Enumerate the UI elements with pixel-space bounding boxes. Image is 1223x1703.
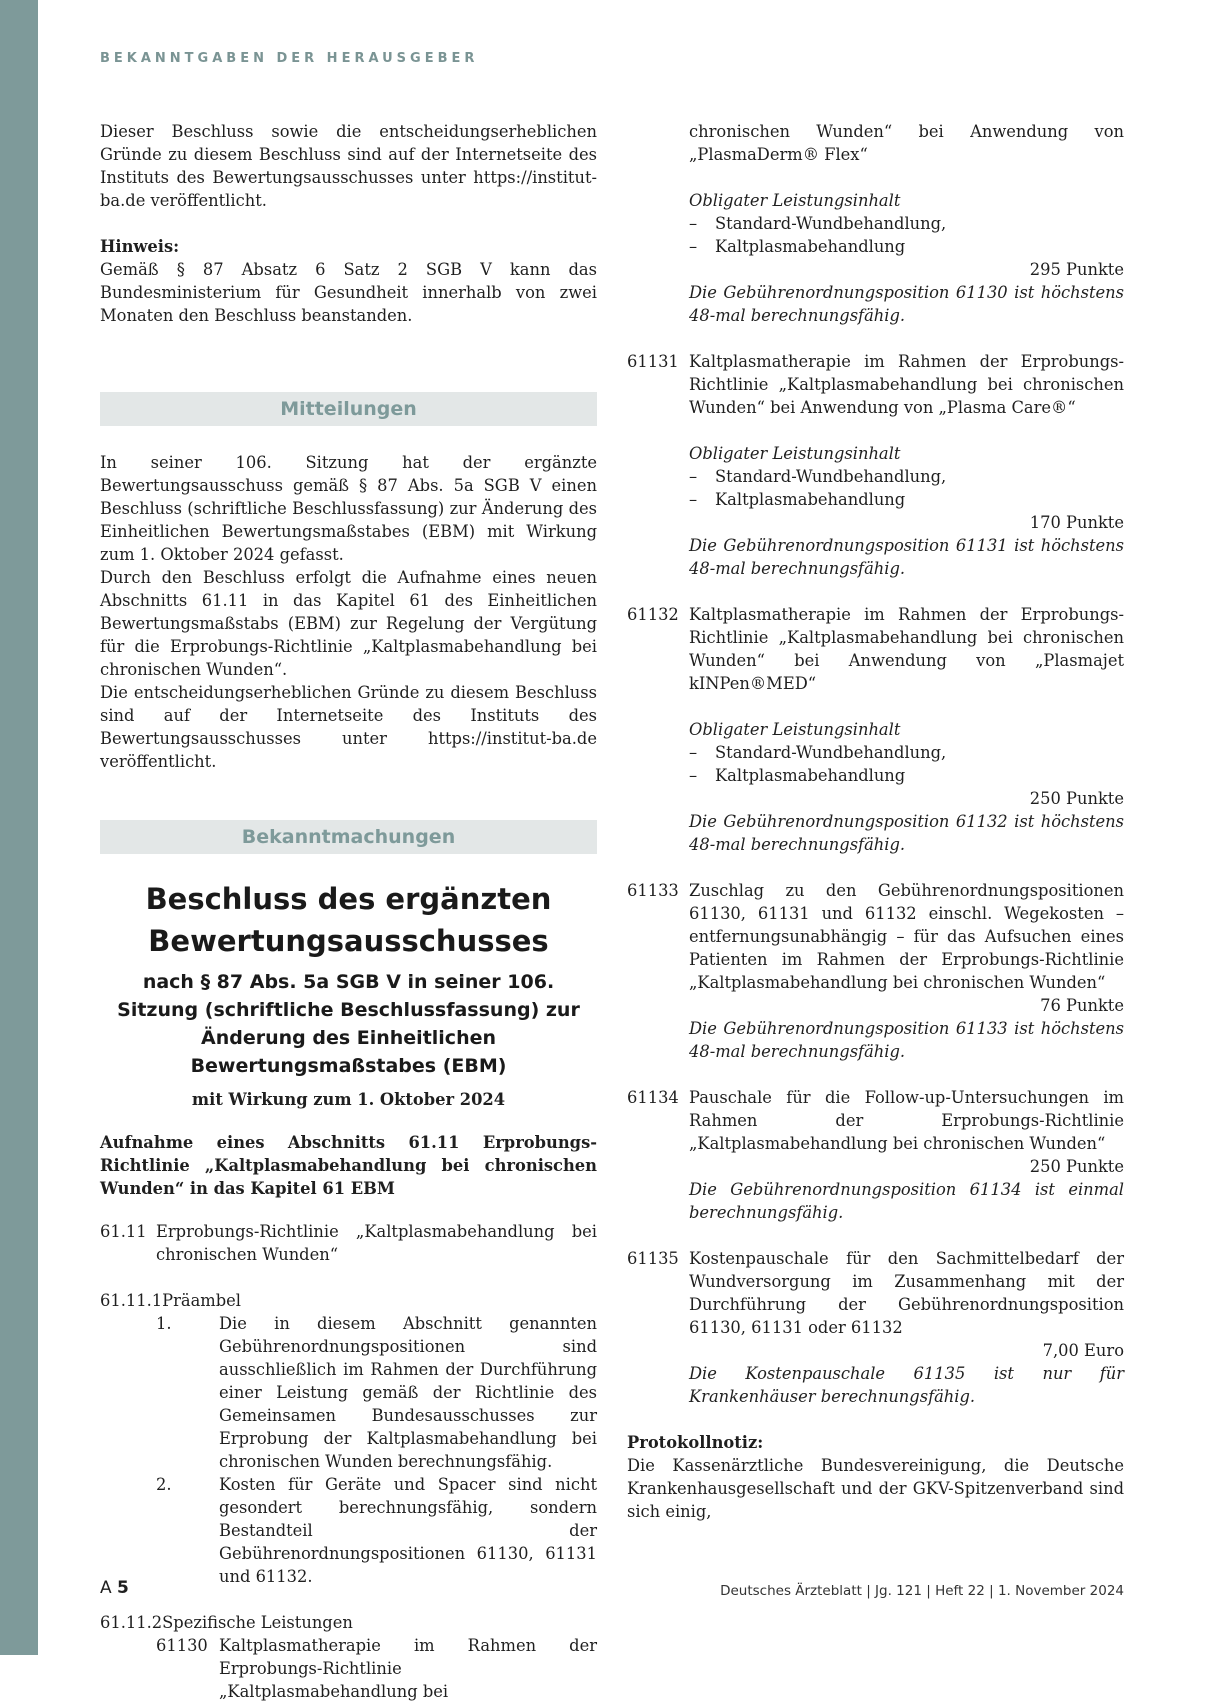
gop-points: 295 Punkte <box>1029 260 1124 279</box>
gop-text: Kaltplasmatherapie im Rahmen der Erprobungs-Richtlinie „Kaltplasmabehandlung bei chronischen Wunden“ bei Anwendung von „Plasma Care®“ <box>689 352 1124 417</box>
gop-code: 61134 <box>627 1088 679 1107</box>
section-header: BEKANNTGABEN DER HERAUSGEBER <box>100 51 479 66</box>
gop-text: Kaltplasmatherapie im Rahmen der Erprobungs-Richtlinie „Kaltplasmabehandlung bei <box>219 1636 597 1701</box>
dash: – <box>689 766 698 785</box>
gop-note: Die Gebührenordnungsposition 61131 ist höchstens 48-mal berechnungsfähig. <box>689 536 1124 578</box>
gop-text: Pauschale für die Follow-up-Untersuchungen im Rahmen der Erprobungs-Richtlinie „Kaltplasmabehandlung bei chronischen Wunden“ <box>689 1088 1124 1153</box>
aufnahme-heading: Aufnahme eines Abschnitts 61.11 Erprobungs-Richtlinie „Kaltplasmabehandlung bei chronischen Wunden“ in das Kapitel 61 EBM <box>100 1133 597 1198</box>
section-number: 61.11.1 <box>100 1291 163 1310</box>
mitteilungen-p3: Die entscheidungserheblichen Gründe zu diesem Beschluss sind auf der Internetseite des Instituts des Bewertungsausschusses unter https://institut-ba.de veröffentlicht. <box>100 683 597 771</box>
item-text: Kosten für Geräte und Spacer sind nicht gesondert berechnungsfähig, sondern Bestandteil der Gebührenordnungspositionen 61130, 61131 und 61132. <box>219 1475 597 1586</box>
mitteilungen-heading: Mitteilungen <box>100 392 597 426</box>
hinweis-text: Gemäß § 87 Absatz 6 Satz 2 SGB V kann das Bundesministerium für Gesundheit innerhalb von zwei Monaten den Beschluss beanstanden. <box>100 260 597 325</box>
gop-61130-continued <box>627 120 1124 327</box>
mitteilungen-p2: Durch den Beschluss erfolgt die Aufnahme eines neuen Abschnitts 61.11 in das Kapitel 61 des Einheitlichen Bewertungsmaßstabs (EBM) zur Regelung der Vergütung für die Erprobungs-Richtlinie „Kaltplasmabehandlung bei chronischen Wunden“. <box>100 568 597 679</box>
section-title: Spezifische Leistungen <box>162 1613 353 1632</box>
gop-note: Die Gebührenordnungsposition 61132 ist höchstens 48-mal berechnungsfähig. <box>689 812 1124 854</box>
gop-code: 61132 <box>627 605 679 624</box>
gop-61134 <box>627 1086 1124 1224</box>
section-title: Erprobungs-Richtlinie „Kaltplasmabehandlung bei chronischen Wunden“ <box>156 1222 597 1264</box>
obligat-item: Kaltplasmabehandlung <box>715 766 906 785</box>
page-prefix: A <box>100 1578 112 1598</box>
gop-note: Die Gebührenordnungsposition 61133 ist höchstens 48-mal berechnungsfähig. <box>689 1019 1124 1061</box>
bekanntmachungen-heading: Bekanntmachungen <box>100 820 597 854</box>
obligat-item: Standard-Wundbehandlung, <box>715 743 947 762</box>
main-title: Beschluss des ergänzten Bewertungsausschusses <box>145 882 552 958</box>
gop-points: 250 Punkte <box>1029 1157 1124 1176</box>
gop-61133 <box>627 879 1124 1063</box>
gop-points: 76 Punkte <box>1040 996 1124 1015</box>
dash: – <box>689 743 698 762</box>
sidebar-stripe <box>0 0 38 1655</box>
dash: – <box>689 237 698 256</box>
gop-points: 250 Punkte <box>1029 789 1124 808</box>
section-61-11-2 <box>100 1611 597 1634</box>
dash: – <box>689 467 698 486</box>
intro-paragraph: Dieser Beschluss sowie die entscheidungserheblichen Gründe zu diesem Beschluss sind auf der Internetseite des Instituts des Bewertungsausschusses unter https://institut-ba.de veröffentlicht. <box>100 122 597 210</box>
effective-date: mit Wirkung zum 1. Oktober 2024 <box>191 1090 506 1109</box>
page-number-value: 5 <box>117 1578 129 1598</box>
section-61-11 <box>100 1220 597 1266</box>
preamble-item-1 <box>100 1312 597 1473</box>
gop-note: Die Kostenpauschale 61135 ist nur für Krankenhäuser berechnungsfähig. <box>689 1364 1124 1406</box>
journal-citation: Deutsches Ärzteblatt | Jg. 121 | Heft 22 | 1. November 2024 <box>720 1583 1124 1599</box>
obligat-label: Obligater Leistungsinhalt <box>689 444 901 463</box>
subtitle: nach § 87 Abs. 5a SGB V in seiner 106. Sitzung (schriftliche Beschlussfassung) zur Änderung des Einheitlichen Bewertungsmaßstabes (EBM) <box>117 971 580 1077</box>
gop-text: Zuschlag zu den Gebührenordnungspositionen 61130, 61131 und 61132 einschl. Wegekosten – entfernungsunabhängig – für das Aufsuchen eines Patienten im Rahmen der Erprobungs-Richtlinie „Kaltplasmabehandlung bei chronischen Wunden“ <box>689 881 1124 992</box>
item-number: 1. <box>156 1314 172 1333</box>
section-number: 61.11 <box>100 1222 147 1241</box>
preamble-item-2 <box>100 1473 597 1588</box>
gop-points: 7,00 Euro <box>1042 1341 1124 1360</box>
gop-points: 170 Punkte <box>1029 513 1124 532</box>
protokoll-text: Die Kassenärztliche Bundesvereinigung, die Deutsche Krankenhausgesellschaft und der GKV-Spitzenverband sind sich einig, <box>627 1456 1124 1521</box>
obligat-item: Kaltplasmabehandlung <box>715 490 906 509</box>
obligat-item: Kaltplasmabehandlung <box>715 237 906 256</box>
obligat-item: Standard-Wundbehandlung, <box>715 214 947 233</box>
gop-text: Kostenpauschale für den Sachmittelbedarf der Wundversorgung im Zusammenhang mit der Durchführung der Gebührenordnungsposition 61130, 61131 oder 61132 <box>689 1249 1124 1337</box>
mitteilungen-p1: In seiner 106. Sitzung hat der ergänzte Bewertungsausschuss gemäß § 87 Abs. 5a SGB V einen Beschluss (schriftliche Beschlussfassung) zur Änderung des Einheitlichen Bewertungsmaßstabes (EBM) mit Wirkung zum 1. Oktober 2024 gefasst. <box>100 453 597 564</box>
page-number <box>100 1577 129 1600</box>
gop-code: 61130 <box>156 1636 208 1655</box>
gop-61132 <box>627 603 1124 856</box>
gop-code: 61135 <box>627 1249 679 1268</box>
section-title: Präambel <box>162 1291 242 1310</box>
protokoll-label: Protokollnotiz: <box>627 1433 764 1452</box>
section-number: 61.11.2 <box>100 1613 163 1632</box>
gop-text: Kaltplasmatherapie im Rahmen der Erprobungs-Richtlinie „Kaltplasmabehandlung bei chronischen Wunden“ bei Anwendung von „Plasmajet kINPen®MED“ <box>689 605 1124 693</box>
gop-text: chronischen Wunden“ bei Anwendung von „PlasmaDerm® Flex“ <box>689 122 1124 164</box>
obligat-label: Obligater Leistungsinhalt <box>689 191 901 210</box>
gop-61131 <box>627 350 1124 580</box>
gop-note: Die Gebührenordnungsposition 61134 ist einmal berechnungsfähig. <box>689 1180 1124 1222</box>
item-number: 2. <box>156 1475 172 1494</box>
dash: – <box>689 214 698 233</box>
left-column <box>100 120 597 1703</box>
gop-note: Die Gebührenordnungsposition 61130 ist höchstens 48-mal berechnungsfähig. <box>689 283 1124 325</box>
item-text: Die in diesem Abschnitt genannten Gebührenordnungspositionen sind ausschließlich im Rahmen der Durchführung einer Leistung gemäß der Richtlinie des Gemeinsamen Bundesausschusses zur Erprobung der Kaltplasmabehandlung bei chronischen Wunden berechnungsfähig. <box>219 1314 597 1471</box>
obligat-item: Standard-Wundbehandlung, <box>715 467 947 486</box>
obligat-label: Obligater Leistungsinhalt <box>689 720 901 739</box>
dash: – <box>689 490 698 509</box>
gop-61130-start <box>100 1634 597 1703</box>
gop-code: 61133 <box>627 881 679 900</box>
hinweis-label: Hinweis: <box>100 237 180 256</box>
right-column <box>627 120 1124 1523</box>
section-61-11-1 <box>100 1289 597 1312</box>
gop-61135 <box>627 1247 1124 1408</box>
gop-code: 61131 <box>627 352 679 371</box>
